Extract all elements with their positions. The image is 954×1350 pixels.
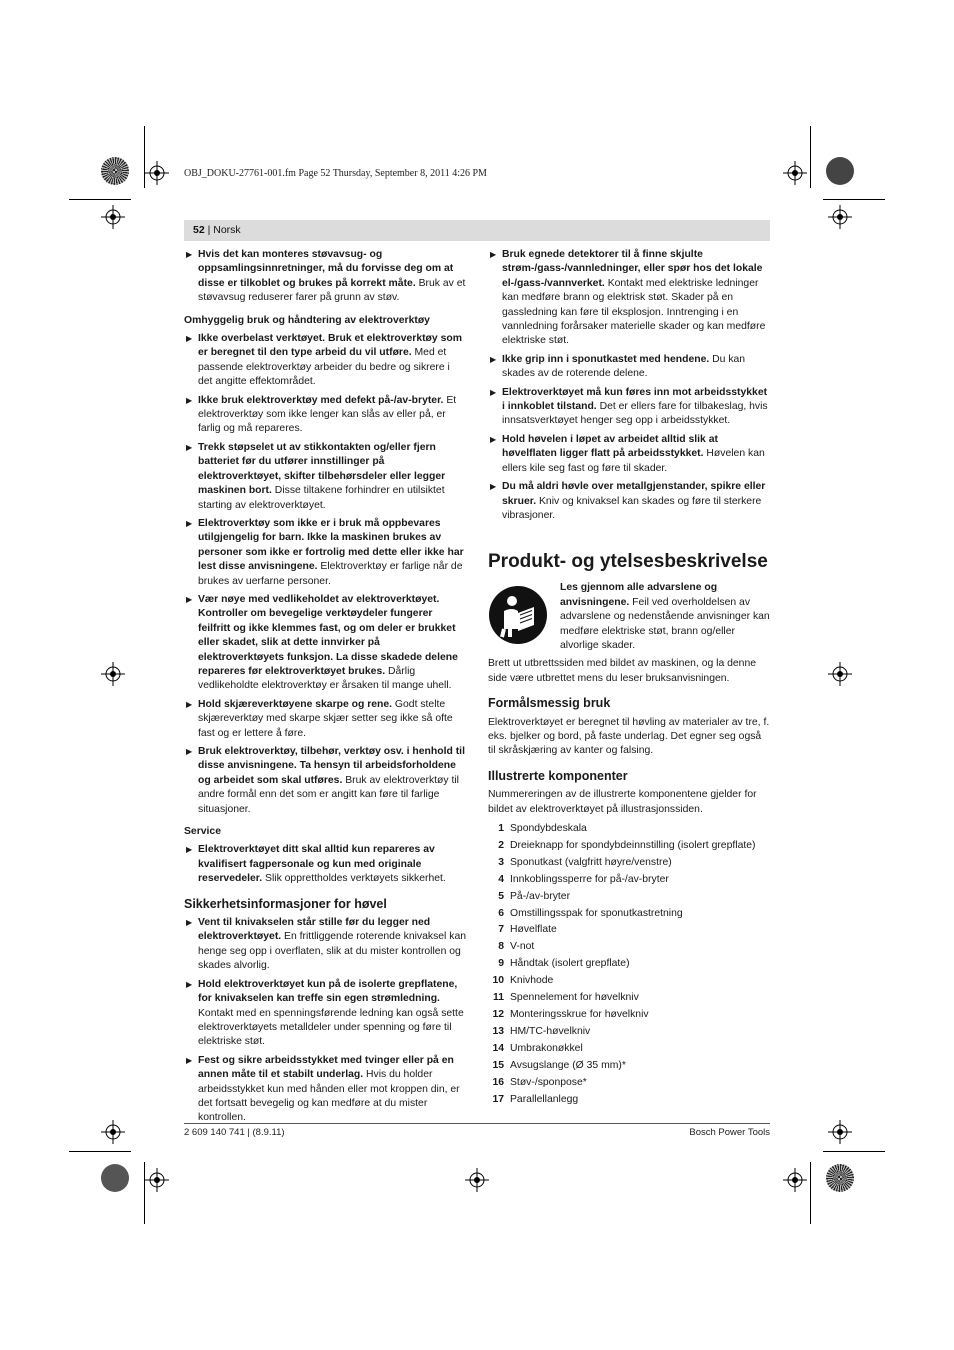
footer-doc-number: 2 609 140 741 | (8.9.11) — [184, 1127, 285, 1138]
page-language: Norsk — [213, 224, 241, 236]
list-item: ▶ Hold elektroverktøyet kun på de isolerte grepflatene, for knivakselen kan treffe sin egen strømledning. Kontakt med en spenningsførende ledning kan også sette elektroverktøyets metalldeler under spenning og føre til elektriske støt. — [186, 978, 464, 1048]
bullet-triangle-icon: ▶ — [186, 918, 193, 928]
bullet-triangle-icon: ▶ — [186, 845, 193, 855]
intended-use-text: Elektroverktøyet er beregnet til høvling av materialer av tre, f. eks. bjelker og bord, på faste underlag. Det egner seg også til skråskjæring av kanter og falsing. — [488, 716, 770, 757]
list-item: 13 HM/TC-høvelkniv — [492, 1025, 591, 1037]
registration-mark-icon — [145, 1168, 169, 1192]
list-item: ▶ Ikke grip inn i sponutkastet med hendene. Du kan skades av de roterende delene. — [490, 353, 746, 380]
list-item: 6 Omstillingsspak for sponutkastretning — [498, 907, 683, 919]
list-item: ▶ Hvis det kan monteres støvavsug- og oppsamlingsinnretninger, må du forvisse deg om at disse er tilkoblet og brukes på korrekt måte. Bruk av et støvavsug reduserer farer på grunn av støv. — [186, 249, 466, 304]
registration-mark-icon — [101, 1120, 125, 1144]
list-item: 10 Knivhode — [492, 975, 554, 987]
list-item: ▶ Bruk egnede detektorer til å finne skjulte strøm-/gass-/vannledninger, eller spør hos det lokale el-/gass-/vannverket. Kontakt med elektriske ledninger kan medføre brann og elektrisk støt. Skader på en gassledning kan føre til eksplosjon. Inntrenging i en vannledning forårsaker materielle skader og kan medføre elektriske støt. — [490, 249, 766, 347]
color-patch-icon — [826, 157, 854, 185]
registration-mark-icon — [465, 1168, 489, 1192]
bullet-triangle-icon: ▶ — [490, 434, 497, 444]
footer-brand: Bosch Power Tools — [689, 1127, 770, 1138]
registration-mark-icon — [783, 1168, 807, 1192]
crop-mark — [823, 1151, 885, 1152]
list-item: ▶ Elektroverktøyet må kun føres inn mot arbeidsstykket i innkoblet tilstand. Det er ellers fare for tilbakeslag, hvis innsatsverktøyet henger seg opp i arbeidsstykket. — [490, 386, 768, 427]
color-wheel-icon — [826, 1164, 854, 1192]
list-item: ▶ Hold skjæreverktøyene skarpe og rene. Godt stelte skjæreverktøy med skarpe skjær setter seg ikke så ofte fast og er lettere å føre. — [186, 698, 453, 739]
bullet-triangle-icon: ▶ — [186, 747, 193, 756]
bullet-triangle-icon: ▶ — [186, 395, 193, 405]
registration-mark-icon — [101, 205, 125, 229]
bullet-triangle-icon: ▶ — [186, 250, 193, 259]
foldout-instruction: Brett ut utbrettssiden med bildet av maskinen, og la denne side være utbrettet mens du leser bruksanvisningen. — [488, 658, 757, 684]
page-header-bar — [184, 220, 770, 241]
registration-mark-icon — [783, 161, 807, 185]
list-item: 14 Umbrakonøkkel — [492, 1042, 583, 1054]
color-wheel-icon — [101, 157, 129, 185]
list-item: ▶ Bruk elektroverktøy, tilbehør, verktøy osv. i henhold til disse anvisningene. Ta hensyn til arbeidsforholdene og arbeidet som skal utføres. Bruk av elektroverktøy til andre formål enn det som er angitt kan føre til farlige situasjoner. — [186, 746, 465, 815]
list-item: ▶ Ikke overbelast verktøyet. Bruk et elektroverktøy som er beregnet til den type arbeid du vil utføre. Med et passende elektroverktøy arbeider du bedre og sikrere i det angitte effektområdet. — [186, 333, 462, 388]
list-item: ▶ Hold høvelen i løpet av arbeidet alltid slik at høvelflaten ligger flatt på arbeidsstykket. Høvelen kan ellers kile seg fast og føre til skader. — [490, 433, 765, 474]
bullet-triangle-icon: ▶ — [186, 334, 193, 344]
crop-mark — [823, 199, 885, 200]
list-item: 5 På-/av-bryter — [498, 890, 571, 902]
components-list — [488, 821, 770, 1108]
bullet-triangle-icon: ▶ — [490, 482, 497, 492]
bullet-triangle-icon: ▶ — [186, 979, 193, 989]
bullet-triangle-icon: ▶ — [186, 594, 193, 604]
section-title: Service — [184, 826, 221, 838]
crop-mark — [69, 1151, 131, 1152]
read-manual-icon — [488, 585, 548, 645]
registration-mark-icon — [828, 1120, 852, 1144]
right-column — [488, 248, 770, 1108]
list-item: 9 Håndtak (isolert grepflate) — [498, 958, 630, 970]
list-item: ▶ Trekk støpselet ut av stikkontakten og/eller fjern batteriet før du utfører innstillinger på elektroverktøyet, skifter tilbehørsdeler eller legger maskinen bort. Disse tiltakene forhindrer en utilsiktet starting av elektroverktøyet. — [186, 441, 446, 511]
page-header: 52 | Norsk — [193, 224, 241, 236]
list-item: ▶ Du må aldri høvle over metallgjenstander, spikre eller skruer. Kniv og knivaksel kan skades og føre til sterkere vibrasjoner. — [490, 481, 766, 521]
page-number: 52 — [193, 224, 205, 236]
list-item: 1 Spondybdeskala — [498, 823, 587, 834]
section-title: Omhyggelig bruk og håndtering av elektroverktøy — [184, 314, 430, 326]
color-patch-icon — [101, 1164, 129, 1192]
read-manual-warning: Les gjennom alle advarslene og anvisningene. Feil ved overholdelsen av advarslene og nedenstående anvisninger kan medføre elektriske støt, brann og/eller alvorlige skader. — [488, 581, 770, 653]
list-item: 8 V-not — [498, 941, 535, 953]
bullet-triangle-icon: ▶ — [490, 387, 497, 397]
file-slug: OBJ_DOKU-27761-001.fm Page 52 Thursday, September 8, 2011 4:26 PM — [184, 168, 487, 179]
list-item: 7 Høvelflate — [498, 924, 557, 936]
registration-mark-icon — [101, 662, 125, 686]
bullet-triangle-icon: ▶ — [186, 699, 193, 709]
list-item: ▶ Elektroverktøy som ikke er i bruk må oppbevares utilgjengelig for barn. Ikke la maskinen brukes av personer som ikke er fortrolig med dette eller ikke har lest disse anvisningene. Elektroverktøy er farlige når de brukes av uerfarne personer. — [186, 517, 464, 587]
bullet-triangle-icon: ▶ — [186, 518, 193, 528]
section-heading: Formålsmessig bruk — [488, 696, 611, 711]
list-item: 3 Sponutkast (valgfritt høyre/venstre) — [498, 856, 672, 868]
chapter-title: Produkt- og ytelsesbeskrivelse — [488, 551, 768, 573]
list-item: ▶ Vær nøye med vedlikeholdet av elektroverktøyet. Kontroller om bevegelige verktøydeler fungerer feilfritt og ikke klemmes fast, og om deler er brukket eller skadet, slik at dette innvirker på elektroverktøyets funksjon. La disse skadede delene repareres før elektroverktøyet brukes. Dårlig vedlikeholdte elektroverktøy er årsaken til mange uhell. — [186, 593, 458, 692]
list-item: 16 Støv-/sponpose* — [492, 1076, 587, 1088]
list-item: ▶ Elektroverktøyet ditt skal alltid kun repareres av kvalifisert fagpersonale og kun med originale reservedeler. Slik opprettholdes verktøyets sikkerhet. — [186, 844, 446, 885]
list-item: 12 Monteringsskrue for høvelkniv — [492, 1008, 649, 1020]
list-item: ▶ Ikke bruk elektroverktøy med defekt på-/av-bryter. Et elektroverktøy som ikke lenger kan slås av eller på, er farlig og må repareres. — [186, 394, 457, 435]
crop-mark — [69, 199, 131, 200]
bullet-triangle-icon: ▶ — [186, 442, 193, 452]
crop-mark — [810, 126, 811, 188]
bullet-triangle-icon: ▶ — [490, 250, 497, 259]
left-column — [184, 248, 466, 1130]
crop-mark — [810, 1162, 811, 1224]
list-item: 4 Innkoblingssperre for på-/av-bryter — [498, 873, 669, 885]
list-item: 11 Spennelement for høvelkniv — [493, 992, 639, 1004]
bullet-triangle-icon: ▶ — [186, 1055, 193, 1065]
footer-rule — [184, 1123, 770, 1124]
list-item: 2 Dreieknapp for spondybdeinnstilling (isolert grepflate) — [498, 839, 756, 851]
list-item: 17 Parallellanlegg — [492, 1093, 579, 1105]
list-item: 15 Avsugslange (Ø 35 mm)* — [492, 1059, 626, 1071]
list-item: ▶ Fest og sikre arbeidsstykket med tvinger eller på en annen måte til et stabilt underlag. Hvis du holder arbeidsstykket kun med hånden eller mot kroppen din, er det fortsatt bevegelig og kan medføre at du mister kontrollen. — [186, 1054, 460, 1124]
registration-mark-icon — [828, 662, 852, 686]
section-heading: Illustrerte komponenter — [488, 768, 628, 783]
registration-mark-icon — [145, 161, 169, 185]
list-item: ▶ Vent til knivakselen står stille før du legger ned elektroverktøyet. En frittliggende roterende knivaksel kan henge seg opp i overflaten, slik at du mister kontrollen og skades alvorlig. — [186, 917, 467, 972]
registration-mark-icon — [828, 205, 852, 229]
section-heading: Sikkerhetsinformasjoner for høvel — [184, 896, 387, 911]
bullet-triangle-icon: ▶ — [490, 354, 497, 364]
components-intro: Nummereringen av de illustrerte komponentene gjelder for bildet av elektroverktøyet på illustrasjonssiden. — [488, 789, 757, 815]
